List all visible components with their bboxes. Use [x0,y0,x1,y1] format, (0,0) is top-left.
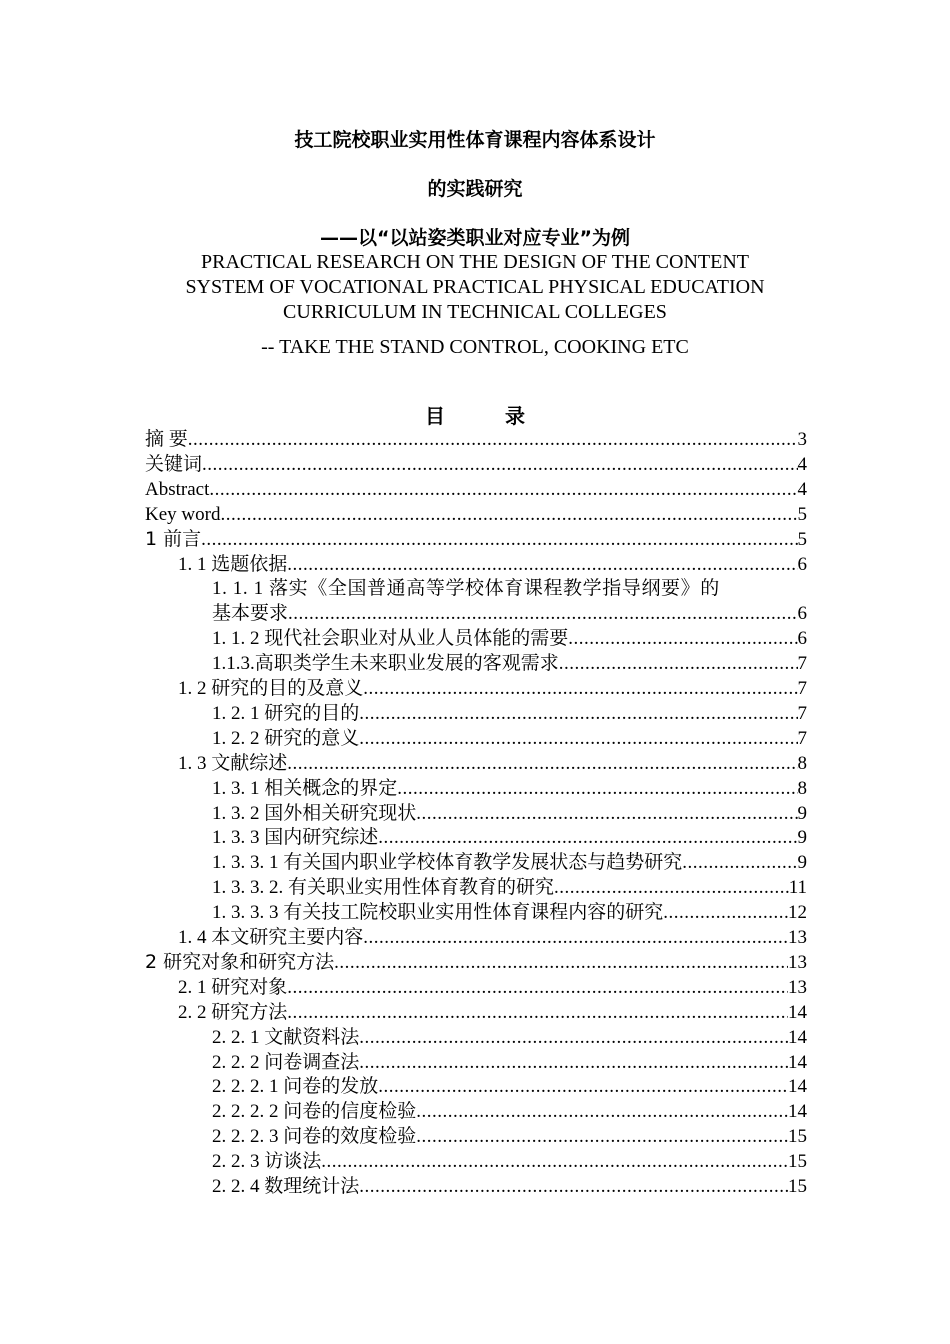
toc-entry-label: 1. 2 研究的目的及意义 [178,678,364,699]
title-en-line3: CURRICULUM IN TECHNICAL COLLEGES [283,301,667,323]
toc-entry[interactable] [212,776,807,801]
toc-entry-label: 2 研究对象和研究方法 [145,950,335,973]
toc-entry-label: 1. 1. 1 落实《全国普通高等学校体育课程教学指导纲要》的 [212,578,720,600]
toc-dot-leader [568,626,797,651]
toc-entry-label: 2. 2. 2 问卷调查法 [212,1051,360,1073]
toc-entry[interactable] [212,1174,807,1199]
toc-dot-leader [287,975,788,1000]
toc-dot-leader [378,1074,788,1099]
toc-entry-page: 15 [788,1176,807,1197]
toc-entry-label: 基本要求 [212,603,289,625]
toc-dot-leader [397,776,797,801]
toc-entry[interactable] [145,452,807,477]
toc-entry-label: 2. 2. 1 文献资料法 [212,1026,360,1048]
toc-entry[interactable] [212,1074,807,1099]
toc-entry-page: 15 [788,1126,807,1148]
toc-dot-leader [363,925,788,950]
title-cn-line3: ——以“以站姿类职业对应专业”为例 [320,227,630,249]
toc-entry[interactable] [178,1000,807,1025]
toc-entry-page: 6 [797,553,807,575]
toc-dot-leader [363,676,797,701]
toc-entry-label: 2. 2. 3 访谈法 [212,1151,322,1173]
toc-entry-page: 9 [797,852,807,874]
toc-entry-page: 8 [797,777,807,799]
toc-entry-label: 1. 3. 3 国内研究综述 [212,827,379,849]
toc-entry-label: 1. 3. 1 相关概念的界定 [212,777,398,799]
toc-entry[interactable] [212,701,807,726]
toc-entry[interactable] [178,552,807,577]
toc-entry[interactable] [212,601,807,626]
toc-entry-page: 7 [797,727,807,749]
toc-dot-leader [416,1099,788,1124]
toc-entry[interactable] [212,801,807,826]
toc-entry-label: 关键词 [145,453,203,475]
toc-entry-label: 1. 2. 2 研究的意义 [212,727,360,749]
toc-dot-leader [682,850,797,875]
toc-heading [0,404,950,428]
toc-entry-page: 3 [797,429,807,450]
toc-entry-page: 14 [788,1001,807,1023]
toc-dot-leader [359,726,797,751]
toc-entry-page: 6 [797,603,807,625]
toc-entry-label: 摘 要 [145,429,188,450]
toc-entry-label: 1. 3 文献综述 [178,752,288,774]
title-cn-line1: 技工院校职业实用性体育课程内容体系设计 [294,129,656,151]
toc-entry-label: 1. 4 本文研究主要内容 [178,927,364,948]
toc-entry-page: 14 [788,1076,807,1098]
toc-entry-page: 13 [788,951,807,973]
toc-dot-leader [554,875,789,900]
toc-entry-label: 1 前言 [145,527,202,550]
toc-entry-label: 2. 2. 2. 1 问卷的发放 [212,1076,379,1098]
toc-dot-leader [287,1000,788,1025]
toc-dot-leader [188,427,798,452]
toc-entry[interactable] [212,850,807,875]
toc-dot-leader [288,601,797,626]
toc-dot-leader [559,651,798,676]
toc-entry[interactable] [212,900,807,925]
toc-entry-page: 5 [797,528,807,550]
toc-dot-leader [416,1124,788,1149]
toc-entry-label: 1. 1 选题依据 [178,553,288,575]
toc-entry-page: 7 [797,678,807,699]
toc-entry-page: 12 [788,902,807,924]
toc-entry[interactable] [178,925,807,950]
toc-dot-leader [663,900,788,925]
toc-dot-leader [334,950,788,975]
toc-entry[interactable] [212,825,807,850]
toc-entry-page: 13 [788,976,807,998]
toc-entry-label: 2. 2. 4 数理统计法 [212,1176,360,1197]
toc-entry[interactable] [212,1050,807,1075]
toc-entry[interactable] [178,975,807,1000]
toc-entry-label: 1. 3. 2 国外相关研究现状 [212,802,417,824]
toc-entry-page: 14 [788,1026,807,1048]
toc-entry[interactable] [212,1099,807,1124]
toc-dot-leader [209,477,797,502]
toc-entry[interactable] [212,1124,807,1149]
toc-entry-page: 14 [788,1101,807,1123]
title-cn-line2: 的实践研究 [427,178,523,200]
title-en-line4: -- TAKE THE STAND CONTROL, COOKING ETC [261,336,689,358]
toc-dot-leader [201,527,797,552]
toc-entry-page: 8 [797,752,807,774]
toc-entry[interactable] [212,651,807,676]
toc-heading-right: 录 [505,404,525,428]
toc-entry-label: 1. 3. 3. 2. 有关职业实用性体育教育的研究 [212,877,555,899]
toc-dot-leader [287,751,797,776]
toc-dot-leader [220,502,797,527]
toc-dot-leader [287,552,797,577]
toc-entry-page: 6 [797,628,807,650]
toc-entry-page: 4 [797,478,807,500]
toc-entry[interactable] [145,427,807,452]
toc-entry[interactable] [212,726,807,751]
toc-entry-label: 1. 2. 1 研究的目的 [212,702,360,724]
toc-dot-leader [378,825,797,850]
toc-entry[interactable] [145,950,807,975]
toc-entry-page: 15 [788,1151,807,1173]
toc-entry-page: 14 [788,1051,807,1073]
toc-entry-page: 13 [788,927,807,948]
toc-entry-label: 2. 2. 2. 2 问卷的信度检验 [212,1101,417,1123]
toc-entry-label: Key word [145,503,221,525]
toc-dot-leader [202,452,797,477]
toc-entry-page: 7 [797,702,807,724]
toc-entry[interactable] [212,626,807,651]
toc-entry-page: 4 [797,453,807,475]
toc-entry-label: 1. 3. 3. 3 有关技工院校职业实用性体育课程内容的研究 [212,902,664,924]
toc-entry-label: 2. 2 研究方法 [178,1001,288,1023]
toc-entry[interactable] [212,576,807,601]
toc-dot-leader [359,1174,788,1199]
toc-entry-page: 9 [797,802,807,824]
toc-entry[interactable] [212,1149,807,1174]
toc-entry-label: 1.1.3.高职类学生未来职业发展的客观需求 [212,653,559,675]
toc-dot-leader [359,1050,788,1075]
title-en-line2: SYSTEM OF VOCATIONAL PRACTICAL PHYSICAL EDUCATION [185,276,765,298]
toc-entry[interactable] [145,502,807,527]
title-en-line1: PRACTICAL RESEARCH ON THE DESIGN OF THE CONTENT [201,251,749,273]
toc-entry-page: 11 [788,877,807,899]
toc-entry[interactable] [212,1025,807,1050]
toc-entry-label: 2. 1 研究对象 [178,976,288,998]
toc-entry-page: 5 [797,503,807,525]
toc-dot-leader [416,801,797,826]
toc-entry-label: 1. 1. 2 现代社会职业对从业人员体能的需要 [212,628,569,650]
toc-entry-label: Abstract [145,478,210,500]
toc-entry[interactable] [178,676,807,701]
toc-dot-leader [359,701,797,726]
toc-entry-page: 7 [797,653,807,675]
toc-entry-page: 9 [797,827,807,849]
toc-entry[interactable] [145,477,807,502]
toc-heading-left: 目 [425,404,445,428]
toc-entry-label: 2. 2. 2. 3 问卷的效度检验 [212,1126,417,1148]
toc-dot-leader [321,1149,788,1174]
toc-entry-label: 1. 3. 3. 1 有关国内职业学校体育教学发展状态与趋势研究 [212,852,683,874]
toc-entry[interactable] [145,527,807,552]
toc-entry[interactable] [178,751,807,776]
toc-dot-leader [359,1025,788,1050]
toc-entry[interactable] [212,875,807,900]
